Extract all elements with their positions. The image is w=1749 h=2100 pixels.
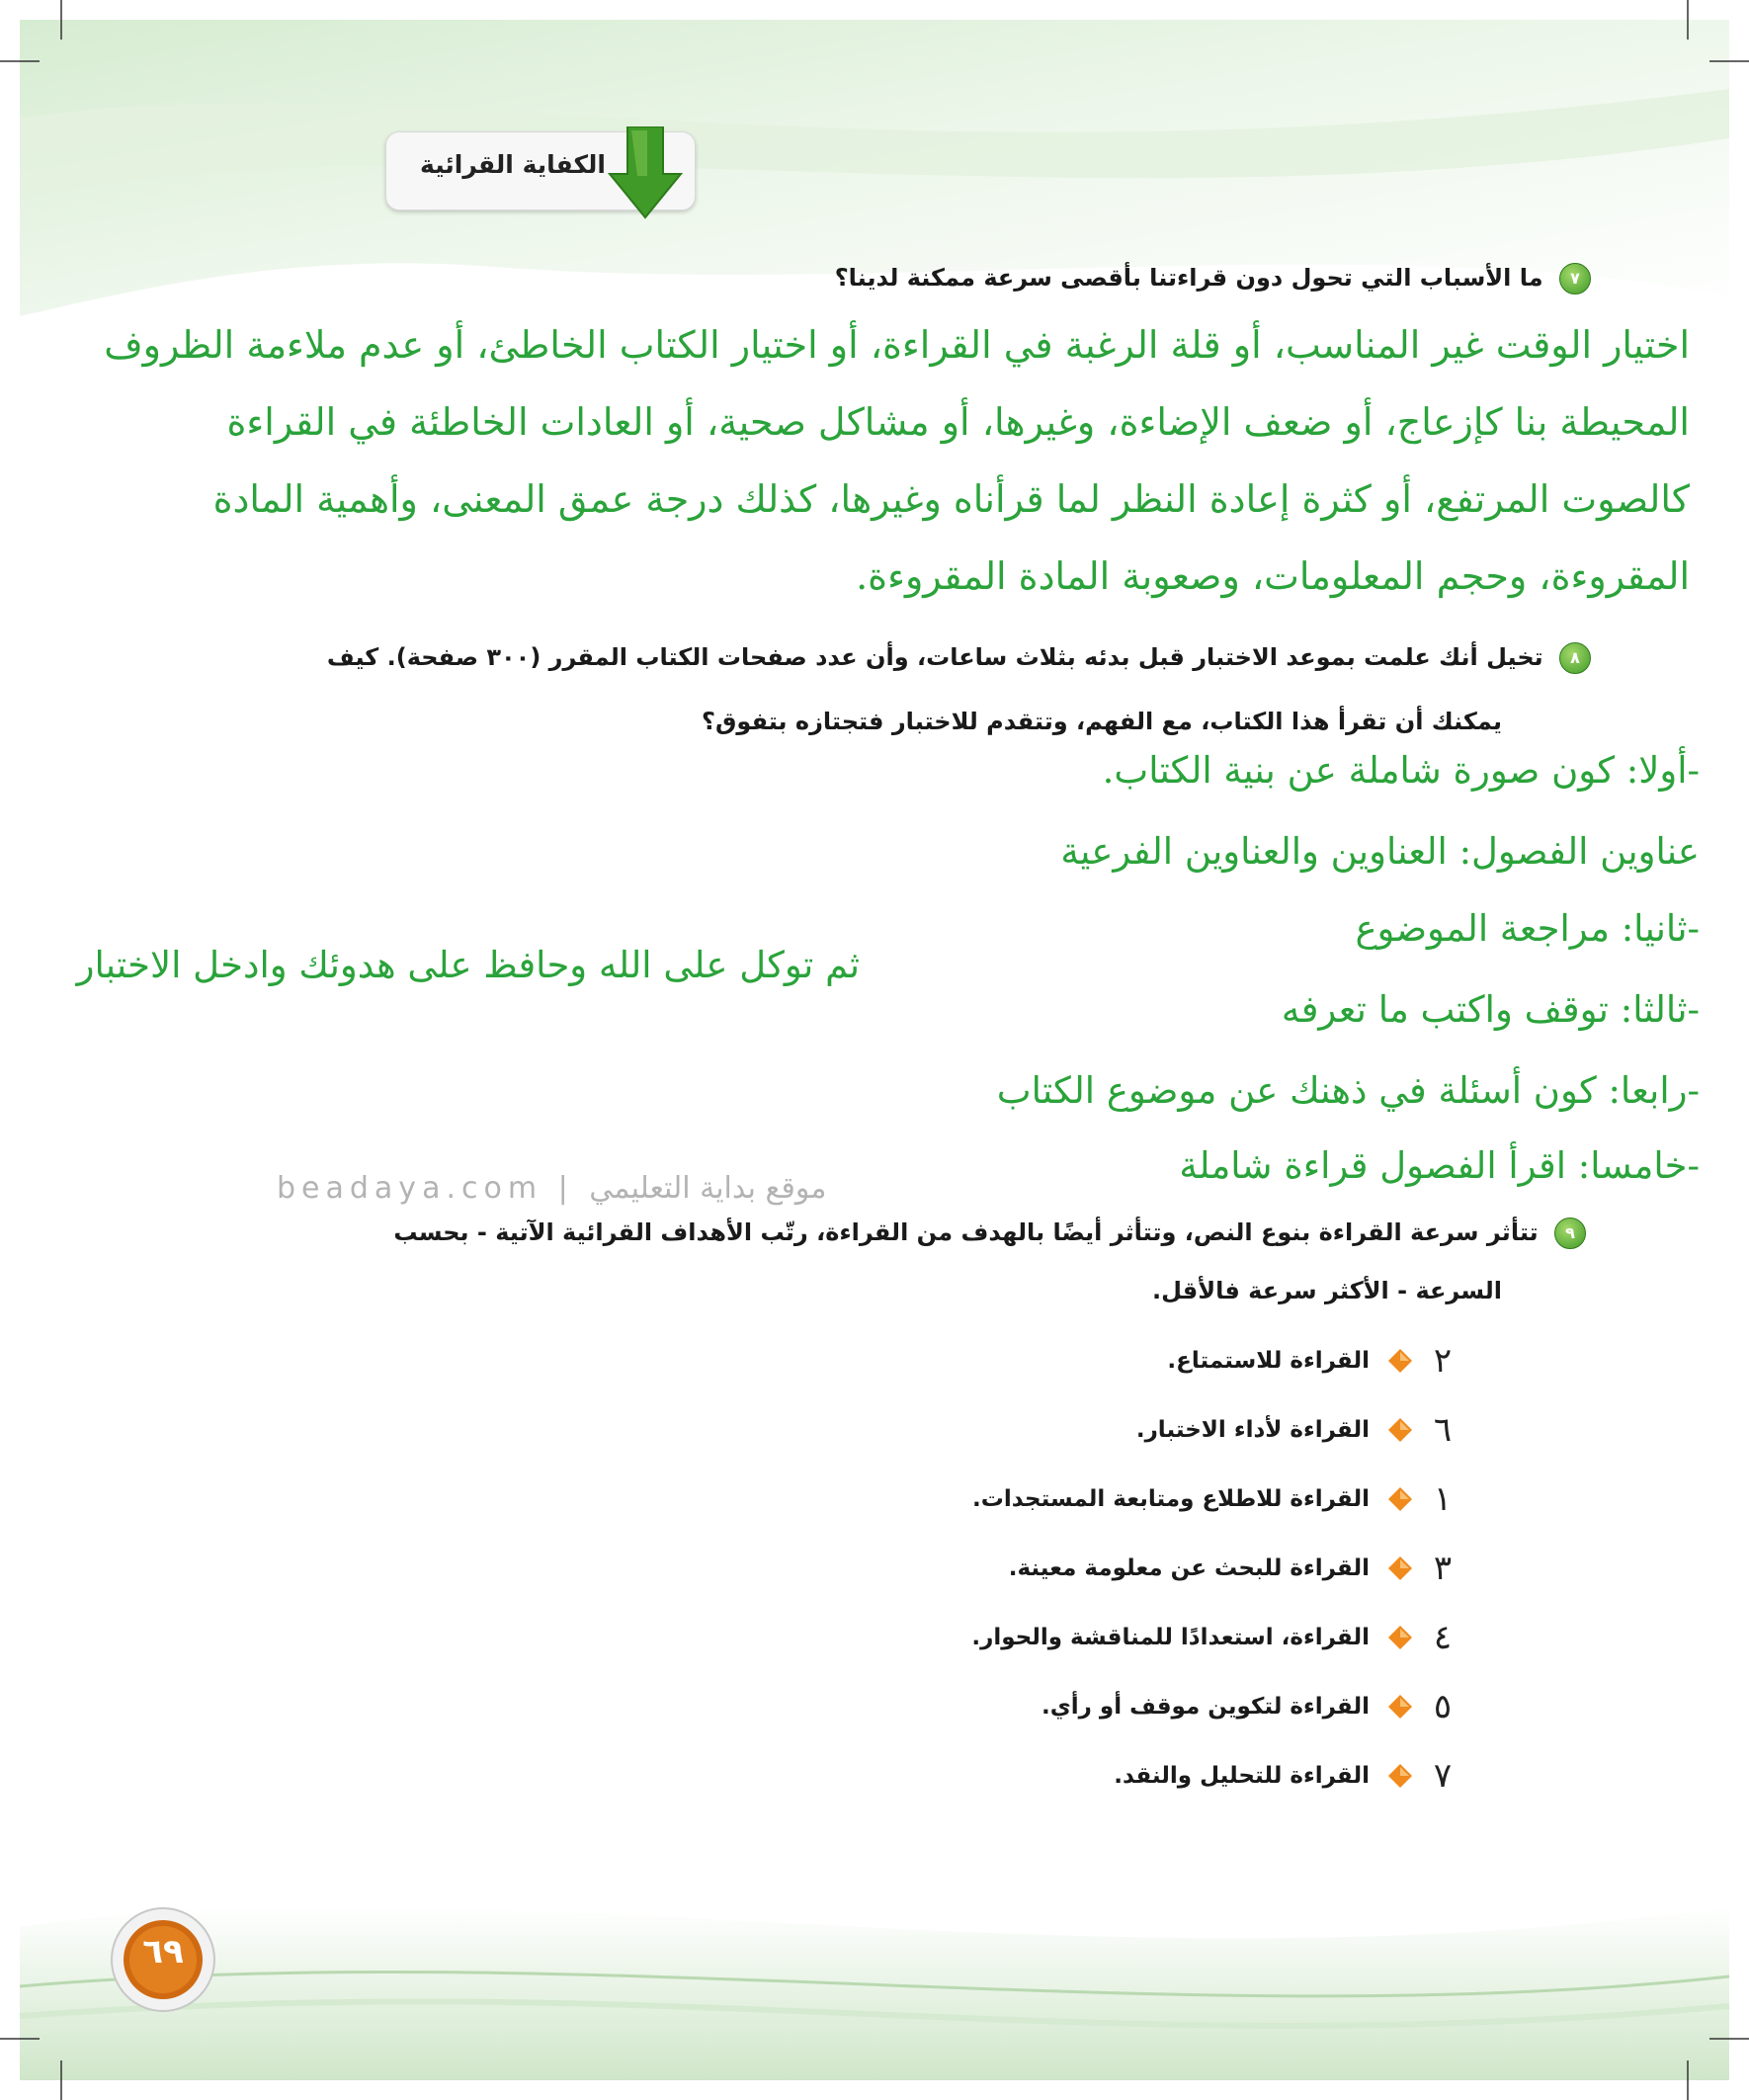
answer-8-line-1: -أولا: كون صورة شاملة عن بنية الكتاب. [1102,749,1700,792]
answer-7-line-3: كالصوت المرتفع، أو كثرة إعادة النظر لما قرأناه وغيرها، كذلك درجة عمق المعنى، وأهمية المادة [212,477,1690,521]
section-header-tab [385,131,696,210]
rank-number: ٣ [1433,1549,1453,1588]
watermark: beadaya.com | موقع بداية التعليمي [277,1171,827,1206]
diamond-bullet-icon [1387,1694,1413,1720]
rank-number: ٢ [1433,1341,1453,1381]
rank-number: ٤ [1433,1618,1453,1657]
diamond-bullet-icon [1387,1486,1413,1512]
answer-8-line-3: -ثانيا: مراجعة الموضوع [1355,907,1700,950]
answer-7-line-1: اختيار الوقت غير المناسب، أو قلة الرغبة في القراءة، أو اختيار الكتاب الخاطئ، أو عدم ملاءمة الظروف [104,323,1690,367]
question-9-text-line-1: تتأثر سرعة القراءة بنوع النص، وتتأثر أيضًا بالهدف من القراءة، رتّب الأهداف القرائية الآتية - بحسب [393,1218,1539,1246]
answer-8-side-note: ثم توكل على الله وحافظ على هدوئك وادخل الاختبار [76,944,860,986]
question-number-badge: ٧ [1559,263,1591,294]
rank-number: ٧ [1433,1756,1453,1796]
diamond-bullet-icon [1387,1348,1413,1374]
page-number: ٦٩ [142,1932,184,1972]
answer-7-line-2: المحيطة بنا كإزعاج، أو ضعف الإضاءة، وغيرها، أو مشاكل صحية، أو العادات الخاطئة في القراءة [226,400,1690,444]
question-7 [835,263,1591,294]
list-item [971,1741,1462,1810]
reading-goals-list [971,1326,1462,1810]
question-number-badge: ٨ [1559,642,1591,674]
list-item-label: القراءة للتحليل والنقد. [1114,1763,1370,1789]
rank-number: ٥ [1433,1687,1453,1726]
list-item-label: القراءة للاستمتاع. [1167,1348,1370,1374]
question-8-text-line-2: يمكنك أن تقرأ هذا الكتاب، مع الفهم، وتتقدم للاختبار فتجتازه بتفوق؟ [702,708,1502,735]
diamond-bullet-icon [1387,1555,1413,1581]
section-title: الكفاية القرائية [420,150,606,179]
answer-8-line-5: -رابعا: كون أسئلة في ذهنك عن موضوع الكتاب [996,1069,1700,1112]
question-number-badge: ٩ [1554,1218,1586,1249]
question-9 [393,1218,1586,1249]
list-item-label: القراءة للاطلاع ومتابعة المستجدات. [971,1486,1370,1512]
list-item [971,1534,1462,1603]
diamond-bullet-icon [1387,1763,1413,1789]
diamond-bullet-icon [1387,1625,1413,1650]
list-item [971,1395,1462,1465]
answer-7-line-4: المقروءة، وحجم المعلومات، وصعوبة المادة المقروءة. [856,554,1690,598]
answer-8-line-6: -خامسا: اقرأ الفصول قراءة شاملة [1179,1144,1700,1187]
answer-8-line-4: -ثالثا: توقف واكتب ما تعرفه [1281,988,1700,1031]
question-8-text-line-1: تخيل أنك علمت بموعد الاختبار قبل بدئه بثلاث ساعات، وأن عدد صفحات الكتاب المقرر (٣٠٠ صفحة). كيف [326,643,1543,671]
list-item [971,1465,1462,1534]
rank-number: ١ [1433,1479,1453,1519]
answer-7 [10,306,1690,615]
list-item-label: القراءة، استعدادًا للمناقشة والحوار. [971,1625,1370,1650]
question-9-text-line-2: السرعة - الأكثر سرعة فالأقل. [1151,1277,1502,1304]
question-8 [327,642,1591,674]
list-item [971,1326,1462,1395]
rank-number: ٦ [1433,1410,1453,1450]
down-arrow-icon [608,126,683,221]
question-7-text: ما الأسباب التي تحول دون قراءتنا بأقصى سرعة ممكنة لدينا؟ [834,264,1543,292]
list-item [971,1603,1462,1672]
diamond-bullet-icon [1387,1417,1413,1443]
list-item-label: القراءة للبحث عن معلومة معينة. [1008,1555,1370,1581]
list-item-label: القراءة لتكوين موقف أو رأي. [1041,1694,1370,1720]
list-item [971,1672,1462,1741]
list-item-label: القراءة لأداء الاختبار. [1135,1417,1370,1443]
answer-8-line-2: عناوين الفصول: العناوين والعناوين الفرعية [1060,830,1700,873]
